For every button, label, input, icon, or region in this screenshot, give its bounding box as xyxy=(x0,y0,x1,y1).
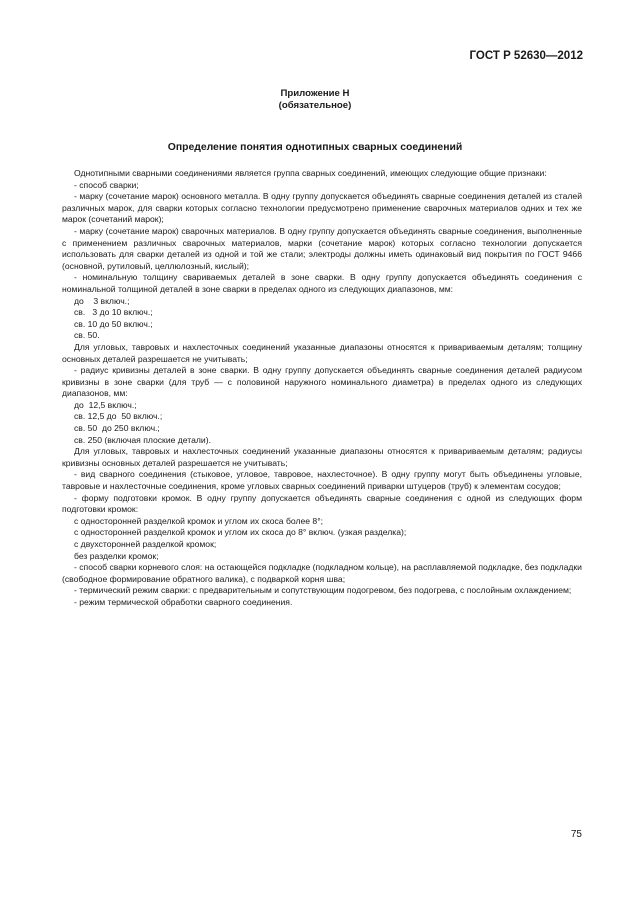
list-item: - способ сварки; xyxy=(74,179,139,190)
range-item: до 3 включ.; xyxy=(74,295,130,306)
list-item: - марку (сочетание марок) сварочных материалов. В одну группу допускается объединять сварные соединения, выполненные с применением различных сварочных материалов, марки (сочетание марок) которых согласно технологии допускается использовать для сварки деталей из одной и той же стали; электроды должны иметь одинаковый вид покрытия по ГОСТ 9466 (основной, рутиловый, целлюлозный, кислый); xyxy=(62,225,582,271)
range-item: св. 10 до 50 включ.; xyxy=(74,318,153,329)
list-item: - марку (сочетание марок) основного металла. В одну группу допускается объединять сварные соединения деталей из сталей различных марок, для сварки которых согласно технологии предусмотрено применение сварочных материалов одних и тех же марок (сочетаний марок); xyxy=(62,191,582,225)
option-item: без разделки кромок; xyxy=(74,550,159,561)
paragraph: Для угловых, тавровых и нахлесточных соединений указанные диапазоны относятся к привариваемым деталям; радиусы кривизны основных деталей разрешается не учитывать; xyxy=(62,446,582,468)
list-item: - термический режим сварки: с предварительным и сопутствующим подогревом, без подогрева, с послойным охлаждением; xyxy=(74,585,572,596)
list-item: - вид сварного соединения (стыковое, угловое, тавровое, нахлесточное). В одну группу могут быть объединены угловые, тавровые и нахлесточные соединения, кроме угловых сварных соединений приварки штуцеров (труб) к элементам сосудов; xyxy=(62,469,582,492)
document-body xyxy=(62,168,582,609)
list-item: - радиус кривизны деталей в зоне сварки. В одну группу допускается объединять сварные соединения деталей радиусом кривизны в зоне сварки (для труб — с половиной наружного номинального диаметра) в пределах одного из следующих диапазонов, мм: xyxy=(62,365,582,399)
range-item: св. 50. xyxy=(74,330,100,341)
range-item: св. 12,5 до 50 включ.; xyxy=(74,411,163,422)
list-item: - режим термической обработки сварного соединения. xyxy=(74,596,293,607)
paragraph: Для угловых, тавровых и нахлесточных соединений указанные диапазоны относятся к привариваемым деталям; толщину основных деталей разрешается не учитывать; xyxy=(62,341,582,364)
page-number: 75 xyxy=(570,829,582,840)
paragraph: Однотипными сварными соединениями является группа сварных соединений, имеющих следующие общие признаки: xyxy=(74,168,547,178)
appendix-heading xyxy=(0,88,630,112)
option-item: с односторонней разделкой кромок и углом их скоса до 8° включ. (узкая разделка); xyxy=(74,527,407,538)
range-item: св. 3 до 10 включ.; xyxy=(74,307,153,318)
range-item: св. 50 до 250 включ.; xyxy=(74,423,160,434)
list-item: - номинальную толщину свариваемых деталей в зоне сварки. В одну группу допускается объединять соединения с номинальной толщиной деталей в зоне сварки в пределах одного из следующих диапазонов, мм: xyxy=(62,272,582,294)
list-item: - форму подготовки кромок. В одну группу допускается объединять сварные соединения с одной из следующих форм подготовки кромок: xyxy=(62,492,582,515)
list-item: - способ сварки корневого слоя: на остающейся подкладке (подкладном кольце), на расплавляемой подкладке, без подкладки (свободное формирование обратного валика), с подваркой корня шва; xyxy=(62,562,582,584)
range-item: до 12,5 включ.; xyxy=(74,399,137,410)
appendix-label: Приложение Н xyxy=(280,88,350,99)
section-title: Определение понятия однотипных сварных соединений xyxy=(167,142,463,153)
document-standard-code: ГОСТ Р 52630—2012 xyxy=(469,50,583,62)
appendix-status: (обязательное) xyxy=(278,100,352,111)
option-item: с двухсторонней разделкой кромок; xyxy=(74,539,217,549)
range-item: св. 250 (включая плоские детали). xyxy=(74,434,211,445)
option-item: с односторонней разделкой кромок и углом их скоса более 8°; xyxy=(74,515,324,526)
